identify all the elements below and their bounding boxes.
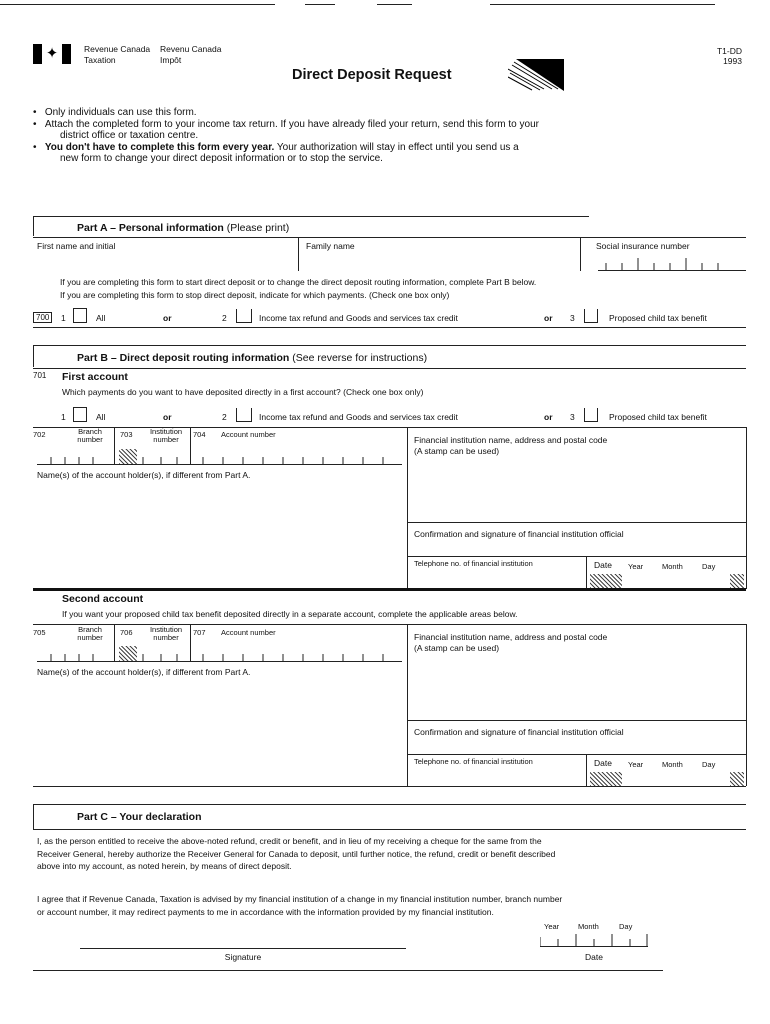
first-account-heading: First account — [62, 371, 128, 383]
first-telephone-label: Telephone no. of financial institution — [414, 559, 533, 568]
first-name-label: First name and initial — [37, 241, 116, 251]
second-fi-name-input[interactable] — [410, 657, 744, 717]
top-rule — [490, 4, 715, 5]
part-a-top-rule — [33, 216, 589, 217]
top-rule — [377, 4, 412, 5]
first-confirm-input[interactable] — [410, 540, 744, 555]
second-fi-name-label: Financial institution name, address and postal code (A stamp can be used) — [414, 632, 608, 653]
second-holders-input[interactable] — [37, 679, 402, 779]
first-date-input[interactable] — [622, 574, 730, 588]
second-telephone-input[interactable] — [414, 772, 574, 784]
code-700: 700 — [33, 312, 52, 323]
first-fi-name-input[interactable] — [410, 460, 744, 520]
part-b-title: Part B – Direct deposit routing information (See reverse for instructions) — [77, 352, 428, 364]
family-name-input[interactable] — [302, 252, 576, 270]
date-label: Date — [585, 952, 603, 962]
declaration-text: I, as the person entitled to receive the above-noted refund, credit or benefit, and in lieu of my receiving a cheque for the same from the Receiver General, hereby authorize the Receiver General for Canada to deposit, until further notice, the refund, credit or benefit described above into my account, as noted herein, by means of direct deposit. — [37, 836, 556, 871]
part-c-title: Part C – Your declaration — [77, 811, 202, 823]
form-code: T1-DD 1993 — [716, 46, 742, 66]
first-routing-input[interactable] — [37, 452, 402, 465]
second-account-note: If you want your proposed child tax benefit deposited directly in a separate account, complete the applicable areas below. — [62, 609, 518, 619]
part-a-start-note: If you are completing this form to start direct deposit or to change the direct deposit routing information, complete Part B below. — [60, 277, 537, 287]
canada-flag-icon: ✦ — [33, 44, 71, 64]
signature-input[interactable] — [80, 935, 406, 949]
top-rule — [0, 4, 275, 5]
first-holders-label: Name(s) of the account holder(s), if different from Part A. — [37, 470, 251, 480]
part-a-title: Part A – Personal information (Please print) — [77, 222, 290, 234]
declaration-date-input[interactable] — [540, 934, 648, 947]
first-holders-input[interactable] — [37, 482, 402, 582]
second-telephone-label: Telephone no. of financial institution — [414, 757, 533, 766]
second-date-input[interactable] — [622, 772, 730, 786]
second-holders-label: Name(s) of the account holder(s), if different from Part A. — [37, 667, 251, 677]
institution-label: Institution number — [149, 427, 183, 444]
stop-income-tax-checkbox[interactable] — [236, 309, 252, 323]
first-child-benefit-checkbox[interactable] — [584, 408, 598, 422]
family-name-label: Family name — [306, 241, 355, 251]
part-c-top-rule — [33, 804, 746, 805]
second-confirm-input[interactable] — [410, 738, 744, 753]
signature-label: Signature — [224, 952, 262, 962]
second-routing-input[interactable] — [37, 649, 402, 662]
sin-input[interactable] — [598, 258, 746, 271]
first-account-question: Which payments do you want to have deposited directly in a first account? (Check one box only) — [62, 387, 424, 397]
agreement-text: I agree that if Revenue Canada, Taxation is advised by my financial institution of a change in my financial institution number, branch number or account number, it may redirect payments to me in accordance with the information provided by my financial institution. — [37, 894, 563, 917]
branch-label: Branch number — [77, 427, 103, 444]
second-confirm-label: Confirmation and signature of financial institution official — [414, 727, 624, 737]
section-divider — [33, 588, 746, 591]
second-account-heading: Second account — [62, 593, 144, 605]
first-confirm-label: Confirmation and signature of financial institution official — [414, 529, 624, 539]
top-rule — [305, 4, 335, 5]
first-income-tax-checkbox[interactable] — [236, 408, 252, 422]
stop-child-benefit-checkbox[interactable] — [584, 309, 598, 323]
part-b-top-rule — [33, 345, 746, 346]
diagonal-logo-icon — [508, 55, 564, 91]
agency-fr: Revenu Canada Impôt — [160, 44, 222, 65]
account-label: Account number — [221, 430, 276, 439]
sin-label: Social insurance number — [596, 241, 690, 251]
agency-en: Revenue Canada Taxation — [84, 44, 151, 65]
first-all-checkbox[interactable] — [73, 407, 87, 422]
page-title: Direct Deposit Request — [292, 67, 452, 83]
first-telephone-input[interactable] — [414, 575, 574, 587]
intro-list: • Only individuals can use this form. • Attach the completed form to your income tax return. If you have already filed your return, send this form to your district office or taxation centre. • You don't have to complete this form every year. Your authorization will stay in effect until you send us a new form to change your direct deposit information or to stop the service. — [33, 107, 539, 164]
stop-all-checkbox[interactable] — [73, 308, 87, 323]
part-a-stop-note: If you are completing this form to stop direct deposit, indicate for which payments. (Check one box only) — [60, 290, 450, 300]
first-fi-name-label: Financial institution name, address and postal code (A stamp can be used) — [414, 435, 608, 456]
